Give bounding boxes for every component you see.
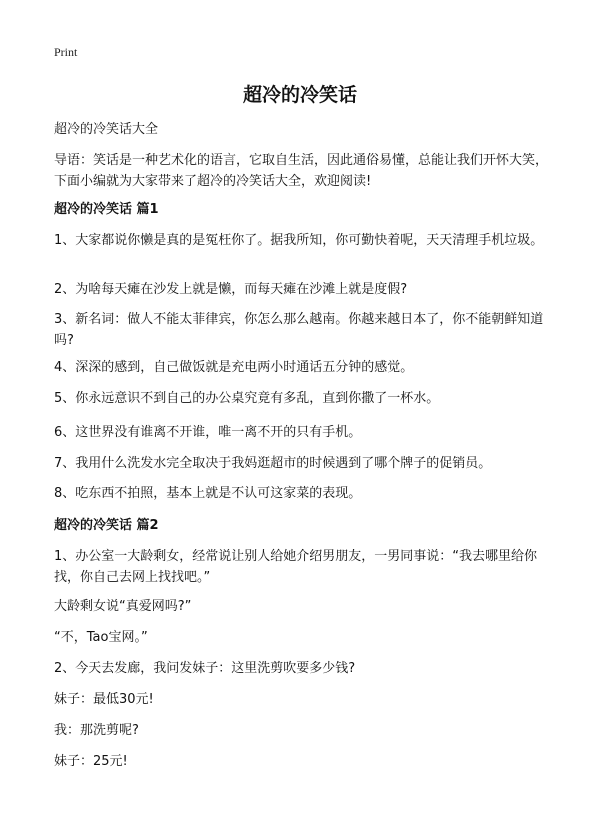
section-1-item-3: 3、新名词：做人不能太菲律宾，你怎么那么越南。你越来越日本了，你不能朝鲜知道吗? bbox=[54, 312, 544, 348]
subtitle: 超冷的冷笑话大全 bbox=[54, 122, 159, 137]
intro-paragraph: 导语：笑话是一种艺术化的语言，它取自生活，因此通俗易懂，总能让我们开怀大笑，下面小编就为大家带来了超冷的冷笑话大全，欢迎阅读! bbox=[54, 153, 549, 189]
section-2-item-1: 1、办公室一大龄剩女，经常说让别人给她介绍男朋友，一男同事说：“我去哪里给你找，你自己去网上找找吧。” bbox=[54, 549, 538, 585]
section-1-item-6: 6、这世界没有谁离不开谁，唯一离不开的只有手机。 bbox=[54, 425, 362, 440]
section-2-item-5: 妹子：最低30元! bbox=[54, 692, 154, 707]
section-2-item-3: “不，Tao宝网。” bbox=[54, 630, 148, 645]
section-2-heading: 超冷的冷笑话 篇2 bbox=[54, 518, 159, 533]
section-1-item-8: 8、吃东西不拍照，基本上就是不认可这家菜的表现。 bbox=[54, 486, 362, 501]
section-1-item-4: 4、深深的感到，自己做饭就是充电两小时通话五分钟的感觉。 bbox=[54, 360, 414, 375]
page-title: 超冷的冷笑话 bbox=[242, 84, 357, 106]
section-2-item-2: 大龄剩女说“真爱网吗?” bbox=[54, 599, 192, 614]
print-link[interactable]: Print bbox=[54, 45, 78, 59]
section-2-item-7: 妹子：25元! bbox=[54, 754, 128, 769]
section-1-item-5: 5、你永远意识不到自己的办公桌究竟有多乱，直到你撒了一杯水。 bbox=[54, 391, 440, 406]
section-1-item-2: 2、为啥每天瘫在沙发上就是懒，而每天瘫在沙滩上就是度假? bbox=[54, 282, 408, 297]
section-1-heading: 超冷的冷笑话 篇1 bbox=[54, 202, 159, 217]
section-2-item-4: 2、今天去发廊，我问发妹子：这里洗剪吹要多少钱? bbox=[54, 661, 356, 676]
section-1-item-1: 1、大家都说你懒是真的是冤枉你了。据我所知，你可勤快着呢，天天清理手机垃圾。 bbox=[54, 233, 544, 248]
section-1-item-7: 7、我用什么洗发水完全取决于我妈逛超市的时候遇到了哪个牌子的促销员。 bbox=[54, 456, 492, 471]
section-2-item-6: 我：那洗剪呢? bbox=[54, 723, 139, 738]
